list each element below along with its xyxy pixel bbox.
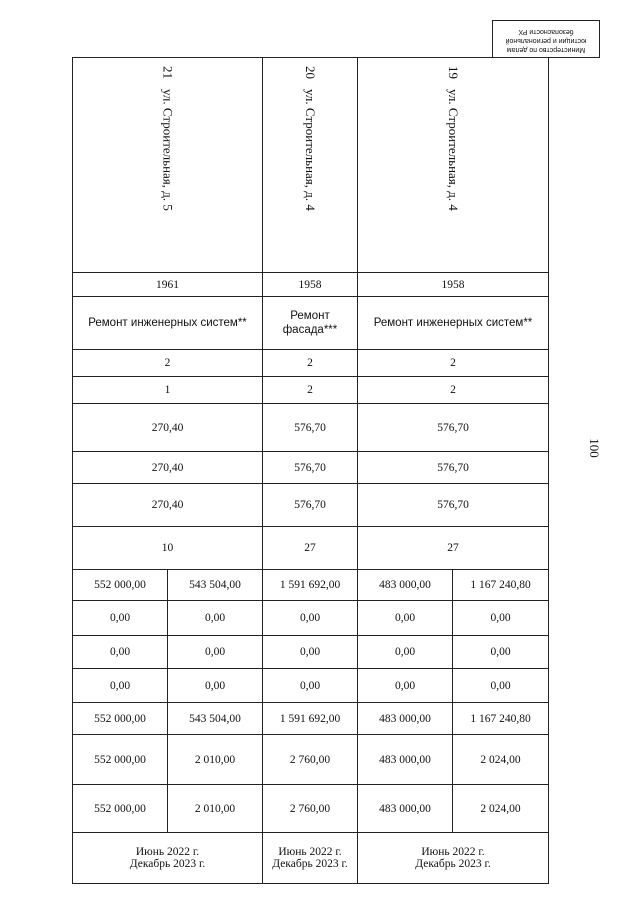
address: ул. Строительная, д. 5: [160, 89, 176, 211]
address: ул. Строительная, д. 4: [446, 89, 461, 211]
work-type-cell: Ремонт инженерных систем**: [73, 297, 263, 350]
period-end: Декабрь 2023 г.: [272, 858, 348, 870]
period-start: Июнь 2022 г.: [421, 846, 485, 858]
cost-cell: 552 000,00: [73, 703, 168, 735]
count-cell: 27: [263, 527, 358, 570]
work-type-cell: Ремонт инженерных систем**: [358, 297, 549, 350]
cost-cell: 2 760,00: [263, 735, 358, 785]
table-row: [73, 669, 549, 703]
table-row: [73, 58, 549, 273]
table-row: [73, 735, 549, 785]
table-row: [73, 484, 549, 527]
cost-cell: 2 024,00: [453, 785, 549, 833]
period-cell: [73, 833, 263, 884]
row-number: 20: [303, 66, 318, 79]
table-row: [73, 297, 549, 350]
table-row: [73, 570, 549, 601]
cost-cell: 1 167 240,80: [453, 703, 549, 735]
area-cell: 576,70: [358, 484, 549, 527]
value-cell: 2: [73, 350, 263, 377]
cost-cell: 2 010,00: [168, 785, 263, 833]
period-end: Декабрь 2023 г.: [129, 858, 206, 870]
address-cell: [358, 58, 549, 273]
cost-cell: 552 000,00: [73, 570, 168, 601]
area-cell: 270,40: [73, 404, 263, 452]
area-cell: 270,40: [73, 484, 263, 527]
cost-cell: 0,00: [263, 601, 358, 636]
table-row: [73, 404, 549, 452]
area-cell: 576,70: [358, 452, 549, 484]
row-number: 21: [160, 66, 176, 79]
registration-stamp: [492, 20, 600, 58]
capital-repair-table: [72, 57, 549, 884]
cost-cell: 1 167 240,80: [453, 570, 549, 601]
stamp-line: безопасности РХ: [518, 28, 574, 35]
cost-cell: 1 591 692,00: [263, 703, 358, 735]
cost-cell: 0,00: [73, 669, 168, 703]
page-number: 100: [586, 438, 602, 458]
cost-cell: 0,00: [358, 669, 453, 703]
cost-cell: 0,00: [453, 669, 549, 703]
period-start: Июнь 2022 г.: [278, 846, 342, 858]
count-cell: 27: [358, 527, 549, 570]
cost-cell: 0,00: [453, 636, 549, 669]
year-cell: 1958: [358, 273, 549, 297]
table-row: [73, 833, 549, 884]
period-start: Июнь 2022 г.: [135, 846, 200, 858]
value-cell: 2: [358, 377, 549, 404]
address: ул. Строительная, д. 4: [303, 89, 318, 211]
table-row: [73, 527, 549, 570]
address-cell: [73, 58, 263, 273]
table-row: [73, 350, 549, 377]
cost-cell: 0,00: [263, 669, 358, 703]
cost-cell: 543 504,00: [168, 703, 263, 735]
cost-cell: 2 010,00: [168, 735, 263, 785]
cost-cell: 0,00: [73, 636, 168, 669]
table-row: [73, 785, 549, 833]
period-cell: [358, 833, 549, 884]
cost-cell: 0,00: [453, 601, 549, 636]
cost-cell: 0,00: [168, 636, 263, 669]
value-cell: 2: [358, 350, 549, 377]
stamp-line: Министерство по делам: [506, 46, 586, 53]
cost-cell: 0,00: [358, 601, 453, 636]
area-cell: 576,70: [263, 452, 358, 484]
cost-cell: 0,00: [263, 636, 358, 669]
table-row: [73, 636, 549, 669]
count-cell: 10: [73, 527, 263, 570]
cost-cell: 0,00: [168, 669, 263, 703]
cost-cell: 0,00: [73, 601, 168, 636]
cost-cell: 483 000,00: [358, 785, 453, 833]
year-cell: 1958: [263, 273, 358, 297]
cost-cell: 1 591 692,00: [263, 570, 358, 601]
area-cell: 576,70: [263, 404, 358, 452]
stamp-line: юстиции и региональной: [505, 37, 587, 44]
address-cell: [263, 58, 358, 273]
cost-cell: 0,00: [168, 601, 263, 636]
cost-cell: 0,00: [358, 636, 453, 669]
cost-cell: 2 760,00: [263, 785, 358, 833]
area-cell: 576,70: [358, 404, 549, 452]
cost-cell: 2 024,00: [453, 735, 549, 785]
period-end: Декабрь 2023 г.: [415, 858, 491, 870]
cost-cell: 543 504,00: [168, 570, 263, 601]
table-row: [73, 452, 549, 484]
work-type-cell: Ремонт фасада***: [263, 297, 358, 350]
value-cell: 1: [73, 377, 263, 404]
table-row: [73, 273, 549, 297]
table-row: [73, 377, 549, 404]
row-number: 19: [446, 66, 461, 79]
table-row: [73, 703, 549, 735]
cost-cell: 483 000,00: [358, 703, 453, 735]
value-cell: 2: [263, 377, 358, 404]
period-cell: [263, 833, 358, 884]
area-cell: 576,70: [263, 484, 358, 527]
table-row: [73, 601, 549, 636]
year-cell: 1961: [73, 273, 263, 297]
cost-cell: 483 000,00: [358, 735, 453, 785]
value-cell: 2: [263, 350, 358, 377]
cost-cell: 483 000,00: [358, 570, 453, 601]
cost-cell: 552 000,00: [73, 735, 168, 785]
cost-cell: 552 000,00: [73, 785, 168, 833]
area-cell: 270,40: [73, 452, 263, 484]
